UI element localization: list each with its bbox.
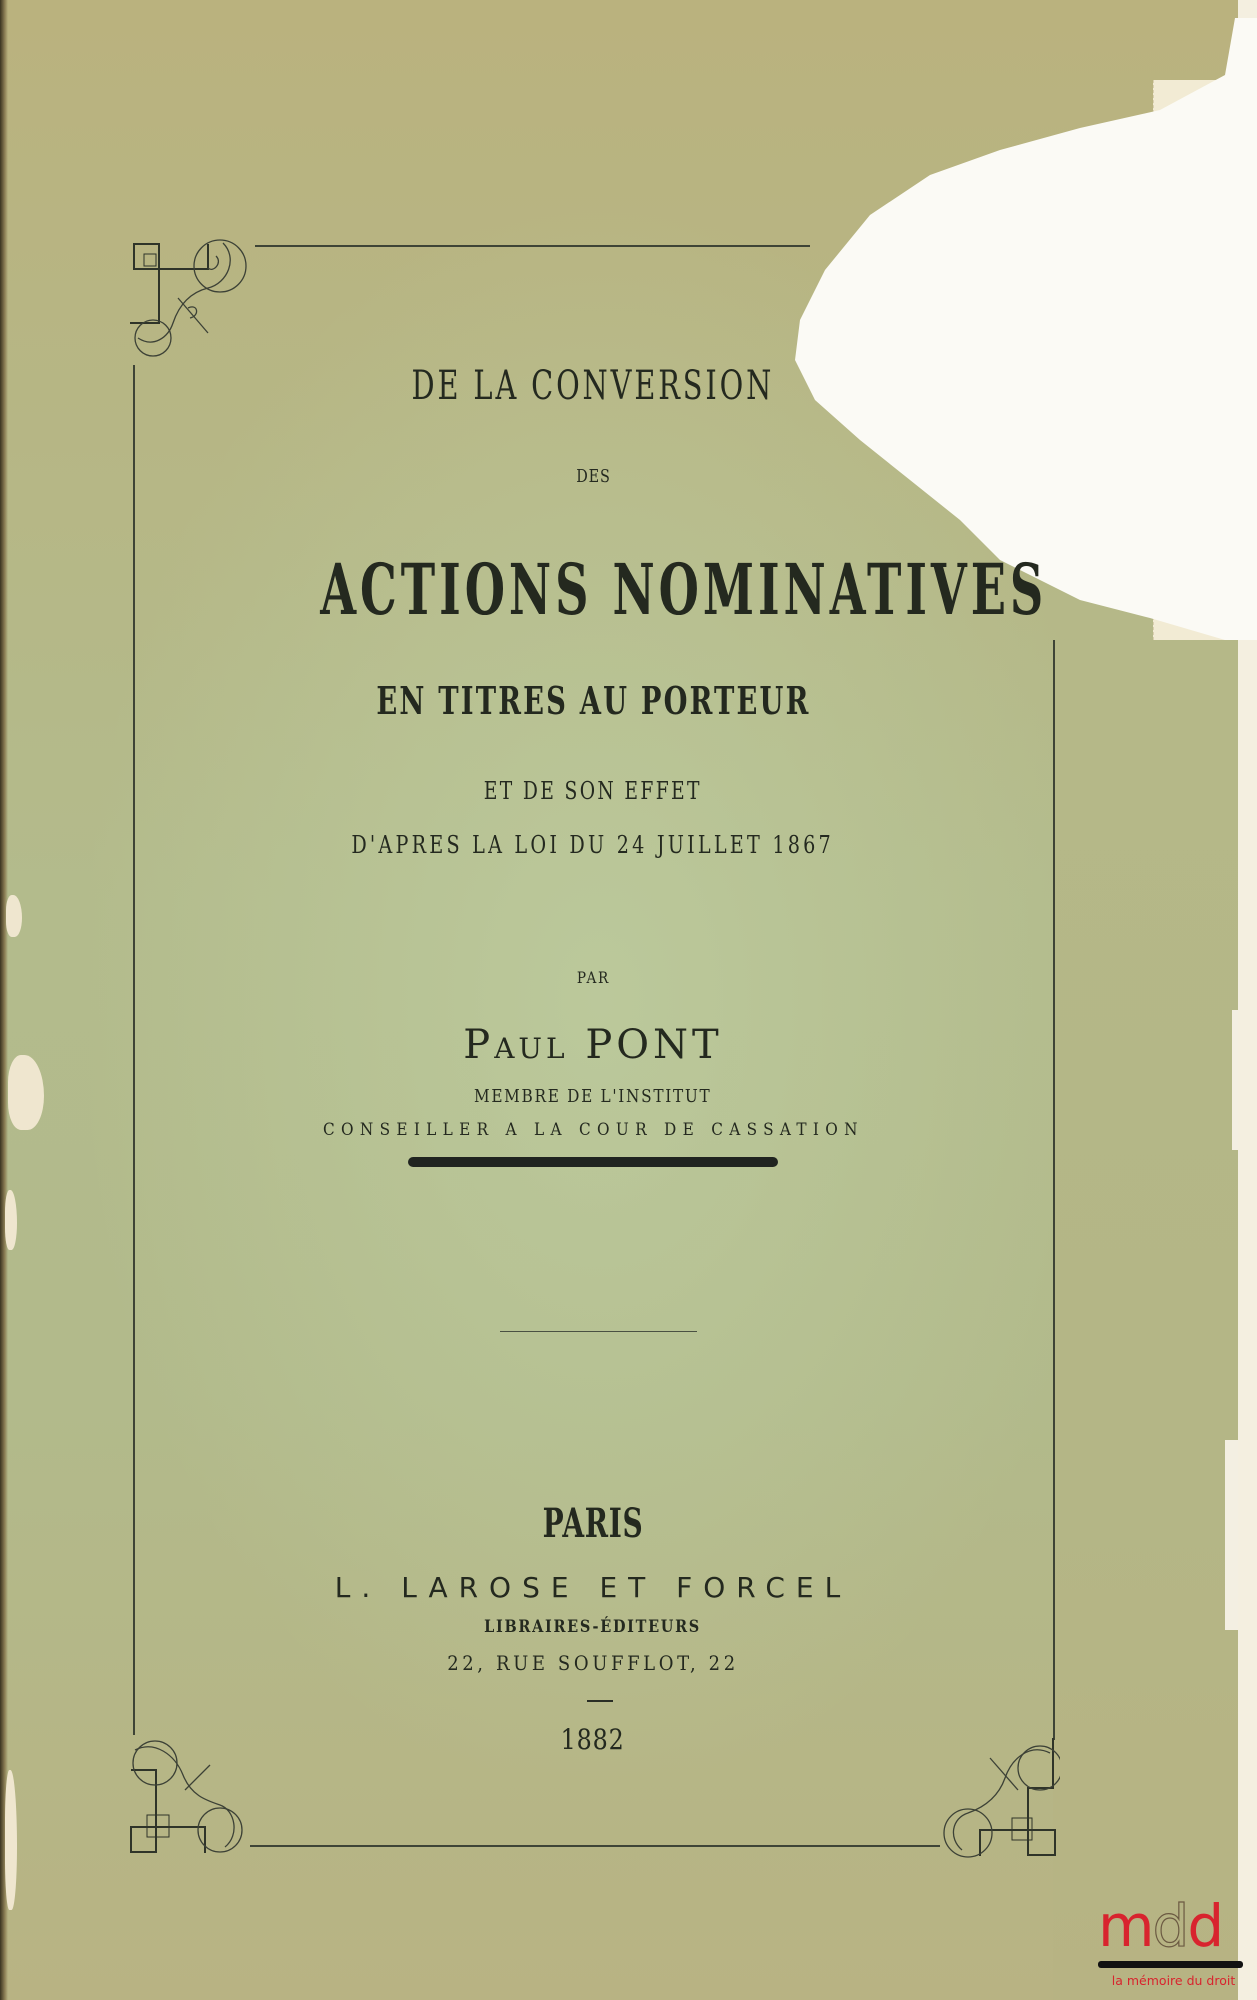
title-line-2: DES	[575, 466, 611, 487]
paper-chip	[5, 1770, 17, 1910]
imprint-address: 22, RUE SOUFFLOT, 22	[447, 1651, 739, 1675]
mdd-logo-bar	[1098, 1961, 1243, 1968]
corner-ornament-icon	[940, 1738, 1060, 1858]
imprint-year: 1882	[561, 1723, 625, 1756]
imprint-publisher-role: LIBRAIRES-ÉDITEURS	[484, 1617, 702, 1637]
paper-edge-shadow	[0, 0, 8, 2000]
author-role-2: CONSEILLER A LA COUR DE CASSATION	[322, 1120, 864, 1140]
imprint-publisher: L. LAROSE ET FORCEL	[334, 1571, 852, 1604]
imprint-dash	[587, 1700, 613, 1702]
ink-strike-bar	[408, 1157, 778, 1167]
imprint-city: PARIS	[542, 1500, 644, 1547]
author-role-1: MEMBRE DE L'INSTITUT	[474, 1086, 712, 1107]
paper-chip	[6, 895, 22, 937]
mdd-logo	[1096, 1892, 1251, 1995]
frame-bottom-rule	[250, 1845, 940, 1847]
title-line-4: EN TITRES AU PORTEUR	[375, 678, 811, 723]
mdd-logo-tagline: la mémoire du droit	[1111, 1973, 1236, 1988]
title-line-1: DE LA CONVERSION	[411, 363, 775, 409]
section-divider	[500, 1331, 697, 1332]
author-name: Paul PONT	[463, 1022, 723, 1068]
corner-ornament-icon	[128, 238, 248, 358]
frame-right-rule	[1053, 640, 1055, 1740]
paper-chip	[5, 1190, 17, 1250]
title-line-5: ET DE SON EFFET	[483, 777, 703, 805]
title-line-6: D'APRES LA LOI DU 24 JUILLET 1867	[351, 831, 835, 859]
title-main: ACTIONS NOMINATIVES	[320, 548, 1048, 631]
paper-chip	[8, 1055, 44, 1130]
frame-top-rule	[255, 245, 810, 247]
paper-margin	[1053, 640, 1239, 2000]
by-label: PAR	[576, 968, 610, 987]
mdd-logo-mark: mdd	[1098, 1892, 1223, 1960]
